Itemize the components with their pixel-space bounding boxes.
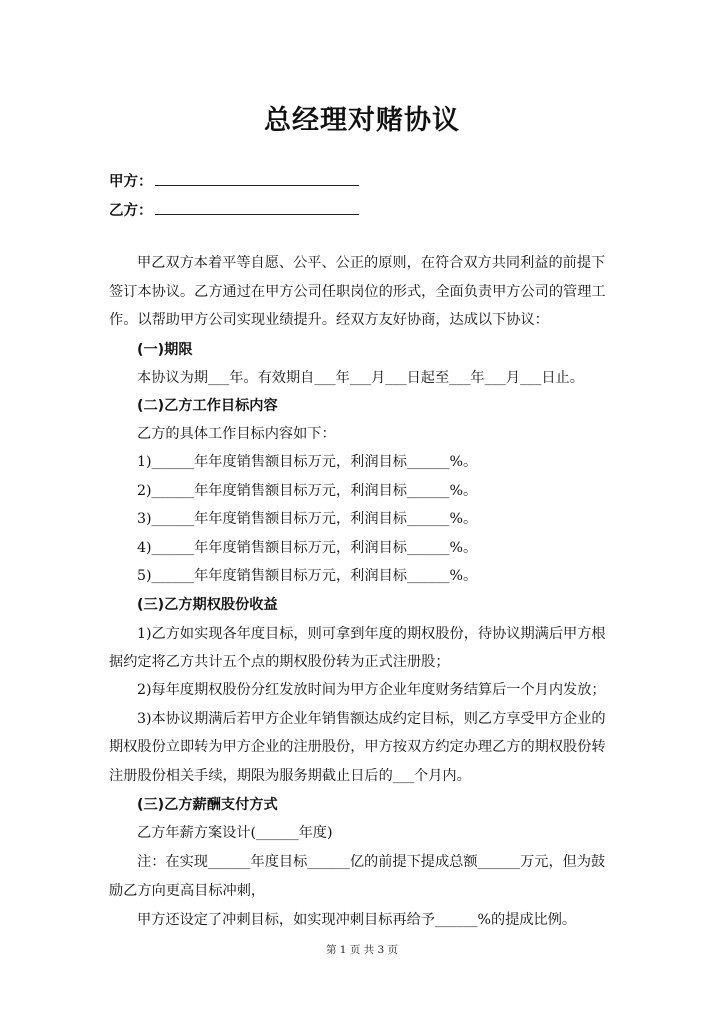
section-goals-intro: 乙方的具体工作目标内容如下： [137, 426, 336, 442]
salary-sprint-line: 甲方还设定了冲刺目标，如实现冲刺目标再给予______%的提成比例。 [137, 912, 577, 928]
intro-line-2: 签订本协议。乙方通过在甲方公司任职岗位的形式，全面负责甲方公司的管理工 [109, 284, 606, 300]
goal-item-4: 4)______年年度销售额目标万元，利润目标______%。 [137, 540, 478, 556]
equity-p2: 2)每年度期权股份分红发放时间为甲方企业年度财务结算后一个月内发放； [137, 682, 606, 698]
goal-item-1: 1)______年年度销售额目标万元，利润目标______%。 [137, 454, 478, 470]
document-title: 总经理对赌协议 [264, 105, 460, 136]
section-equity-heading: (三)乙方期权股份收益 [137, 597, 278, 613]
salary-plan-line: 乙方年薪方案设计(______年度) [137, 825, 333, 841]
goal-item-2: 2)______年年度销售额目标万元，利润目标______%。 [137, 483, 478, 499]
intro-line-3: 作。以帮助甲方公司实现业绩提升。经双方友好协商，达成以下协议： [109, 312, 549, 328]
section-salary-heading: (三)乙方薪酬支付方式 [137, 797, 278, 813]
salary-note-line-1: 注：在实现______年度目标______亿的前提下提成总额______万元，但为鼓 [137, 854, 606, 870]
party-a-blank-line [155, 185, 359, 186]
goal-item-5: 5)______年年度销售额目标万元，利润目标______%。 [137, 568, 478, 584]
equity-p3-line-3: 注册股份相关手续，期限为服务期截止日后的___个月内。 [109, 768, 471, 784]
equity-p1-line-1: 1)乙方如实现各年度目标，则可拿到年度的期权股份，待协议期满后甲方根 [137, 626, 606, 642]
section-term-heading: (一)期限 [137, 342, 193, 358]
party-a-label: 甲方： [109, 174, 153, 190]
page-footer: 第 1 页 共 3 页 [325, 944, 399, 956]
equity-p1-line-2: 据约定将乙方共计五个点的期权股份转为正式注册股； [109, 654, 450, 670]
goal-item-3: 3)______年年度销售额目标万元，利润目标______%。 [137, 511, 478, 527]
equity-p3-line-1: 3)本协议期满后若甲方企业年销售额达成约定目标，则乙方享受甲方企业的 [137, 711, 606, 727]
intro-line-1: 甲乙双方本着平等自愿、公平、公正的原则，在符合双方共同利益的前提下 [137, 255, 606, 271]
salary-note-line-2: 励乙方向更高目标冲刺， [109, 883, 266, 899]
party-b-blank-line [155, 214, 359, 215]
equity-p3-line-2: 期权股份立即转为甲方企业的注册股份，甲方按双方约定办理乙方的期权股份转 [109, 739, 606, 755]
section-goals-heading: (二)乙方工作目标内容 [137, 398, 278, 414]
party-b-field [109, 199, 153, 220]
party-b-label: 乙方： [109, 203, 153, 219]
section-term-line: 本协议为期___年。有效期自___年___月___日起至___年___月___日止。 [137, 370, 584, 386]
party-a-field [109, 170, 153, 191]
